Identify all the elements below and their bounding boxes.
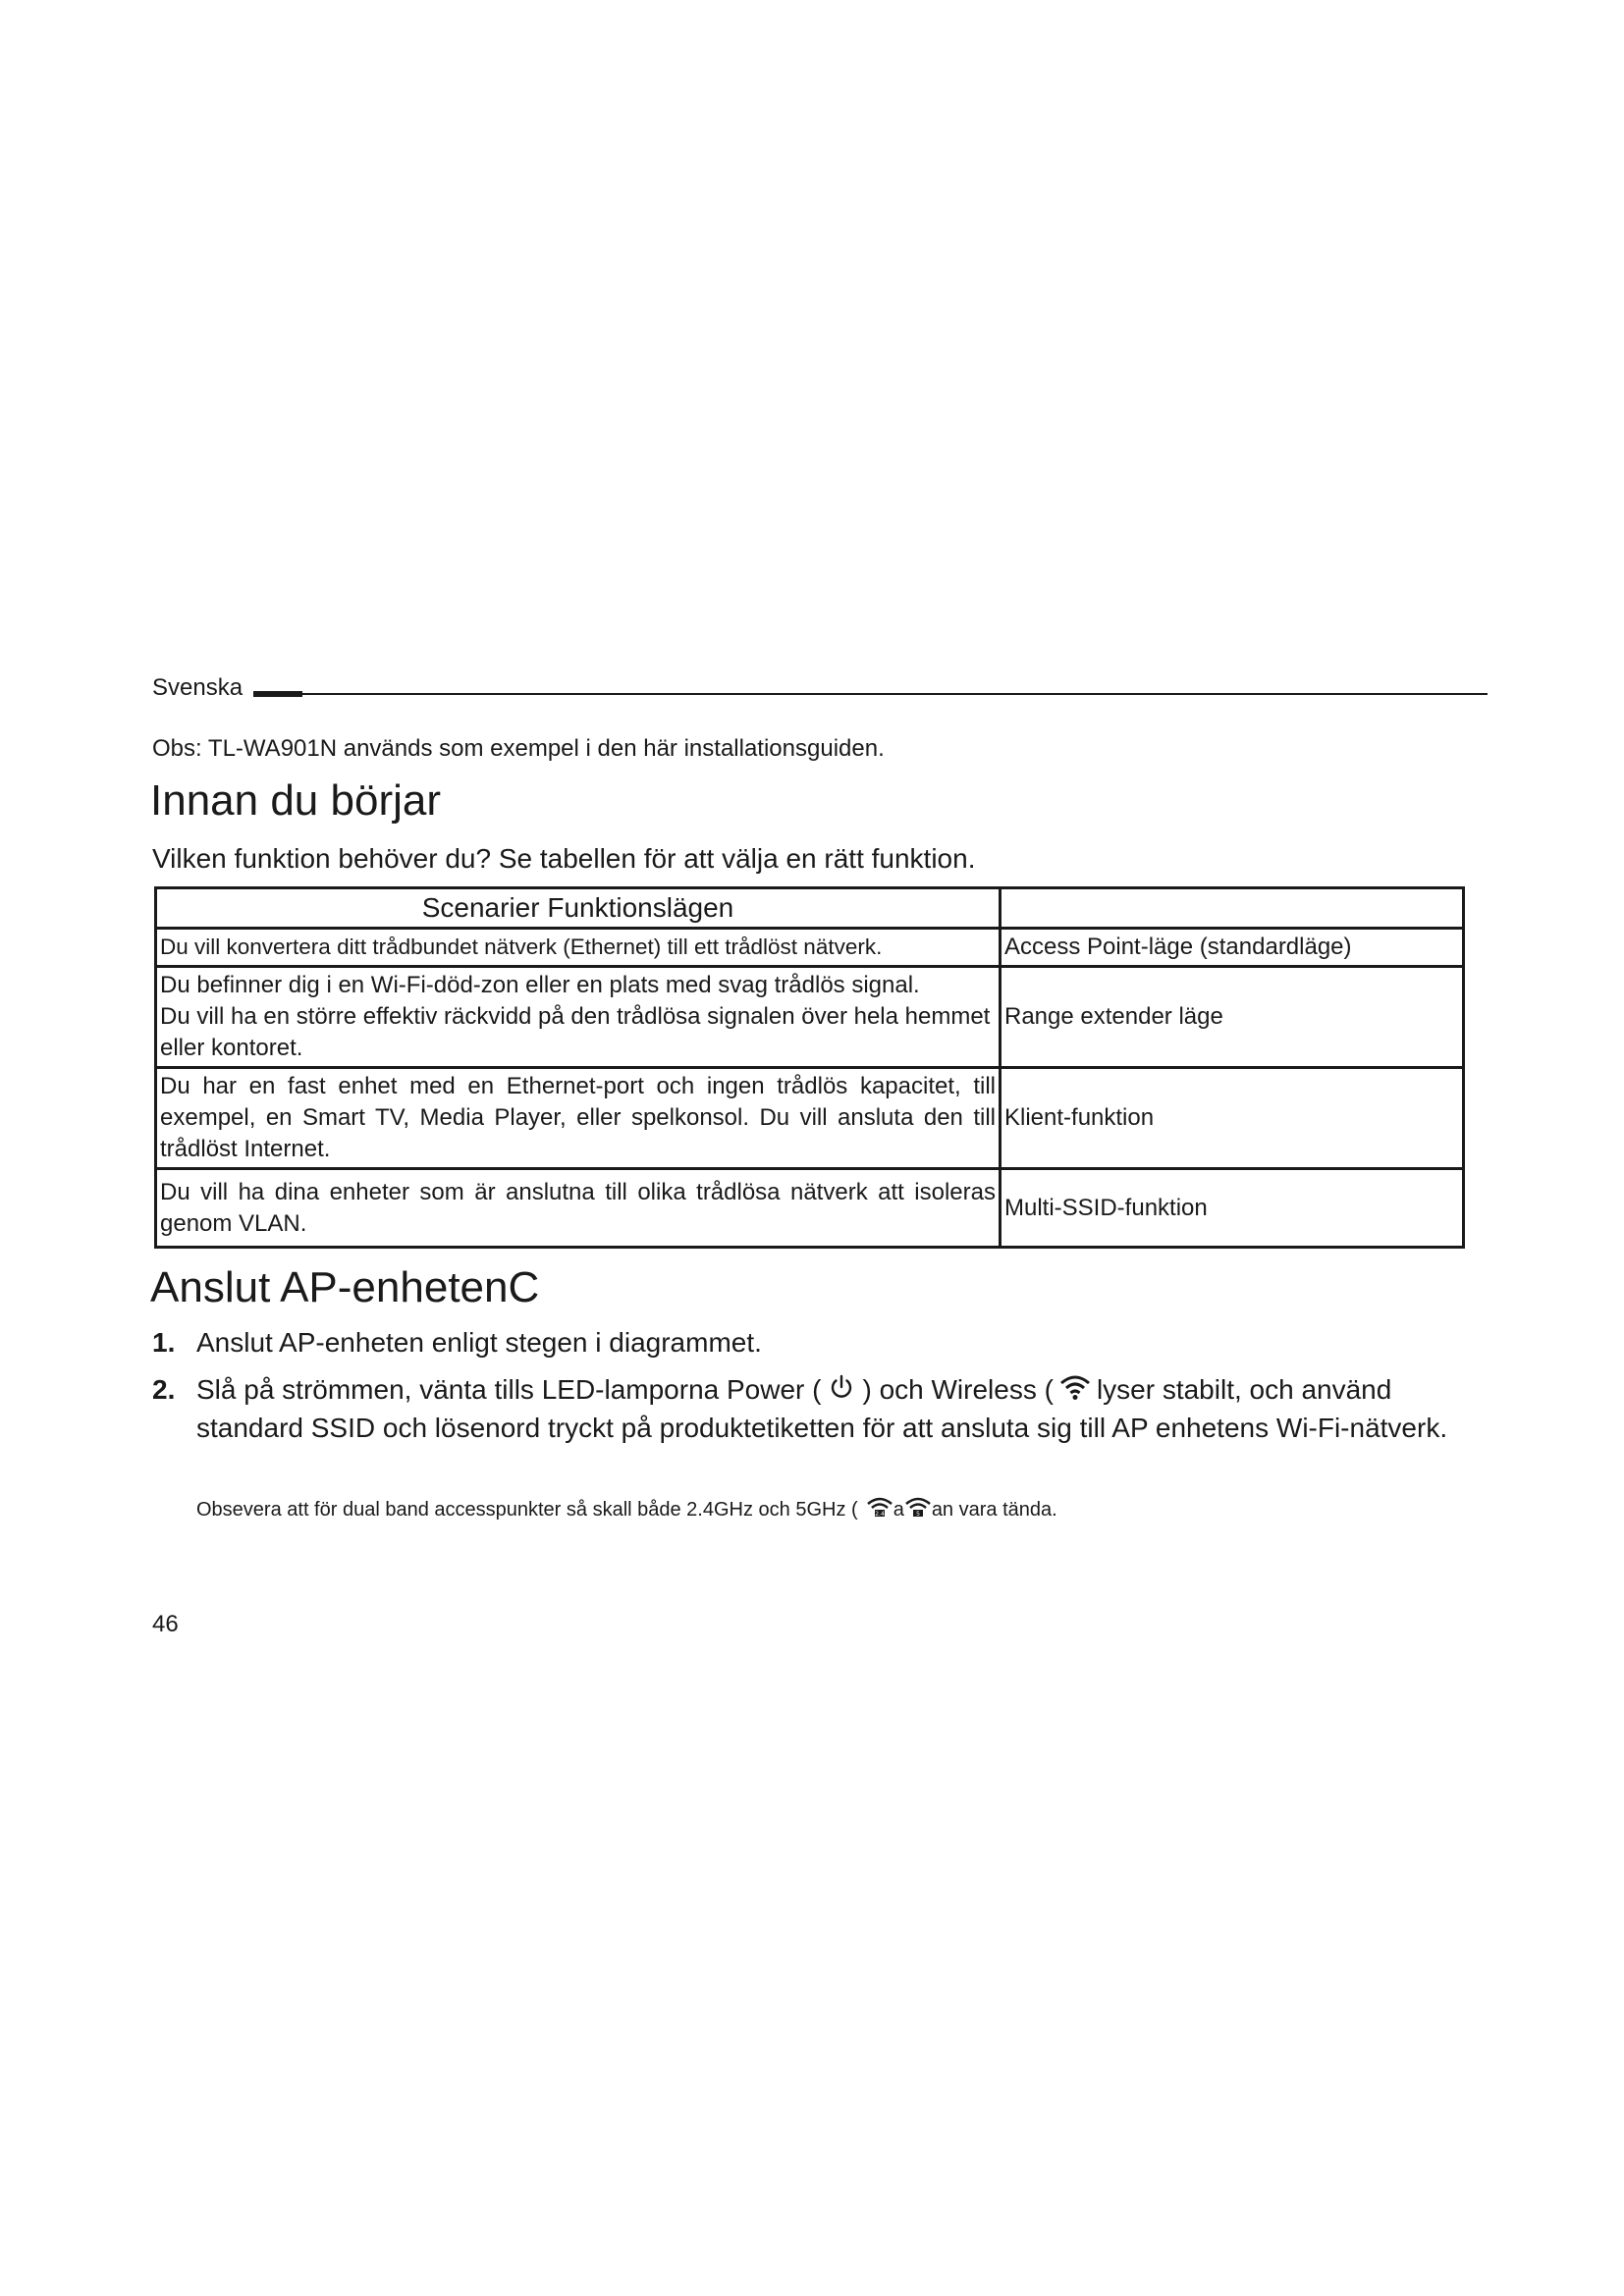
- step-text-part: Slå på strömmen, vänta tills LED-lamporna Power (: [196, 1374, 822, 1405]
- page-number: 46: [152, 1611, 179, 1637]
- dual-band-note: [196, 1495, 1057, 1525]
- page-header: [152, 673, 1488, 703]
- mode-cell: Access Point-läge (standardläge): [1001, 929, 1464, 967]
- svg-text:5: 5: [915, 1511, 920, 1518]
- list-item: [152, 1325, 1458, 1361]
- step-text-part: lyser stabilt, och använd standard SSID och lösenord tryckt på produktetiketten för att ansluta sig till AP enhetens Wi-Fi-nätverk.: [196, 1374, 1448, 1444]
- table-row: [156, 967, 1464, 1068]
- table-header-mode: [1001, 888, 1464, 929]
- function-table: [154, 886, 1465, 1249]
- table-row: [156, 1068, 1464, 1169]
- wifi-icon: [1059, 1373, 1091, 1410]
- scenario-text: Du befinner dig i en Wi-Fi-död-zon eller en plats med svag trådlös signal.: [160, 972, 920, 998]
- note-text-part: a: [893, 1498, 904, 1521]
- svg-text:2.4: 2.4: [874, 1511, 885, 1518]
- steps-list: [152, 1325, 1458, 1458]
- scenario-cell: [156, 1068, 1001, 1169]
- table-header-row: [156, 888, 1464, 929]
- power-icon: [827, 1372, 856, 1411]
- section-title-connect: Anslut AP-enhetenC: [150, 1263, 540, 1311]
- step-text: Anslut AP-enheten enligt stegen i diagrammet.: [196, 1327, 762, 1358]
- section-question: Vilken funktion behöver du? Se tabellen för att välja en rätt funktion.: [152, 843, 976, 874]
- header-rule-thick: [253, 691, 302, 697]
- scenario-text: Du vill konvertera ditt trådbundet nätverk (Ethernet) till ett trådlöst nätverk.: [160, 934, 883, 959]
- table-row: [156, 1169, 1464, 1248]
- step-text-part: ) och Wireless (: [862, 1374, 1054, 1405]
- mode-cell: Klient-funktion: [1001, 1068, 1464, 1169]
- intro-note: Obs: TL-WA901N används som exempel i den här installationsguiden.: [152, 735, 885, 762]
- section-title-before: Innan du börjar: [150, 776, 441, 825]
- list-item: [152, 1372, 1458, 1446]
- scenario-text: Du vill ha dina enheter som är anslutna till olika trådlösa nätverk att isoleras genom VLAN.: [160, 1178, 996, 1237]
- table-row: [156, 929, 1464, 967]
- mode-cell: Range extender läge: [1001, 967, 1464, 1068]
- header-rule: [302, 693, 1488, 695]
- table-header-scenario: Scenarier Funktionslägen: [156, 888, 1001, 929]
- step-number: 2.: [152, 1374, 176, 1405]
- scenario-text: Du har en fast enhet med en Ethernet-port och ingen trådlös kapacitet, till exempel, en Smart TV, Media Player, eller spelkonsol. Du vill ansluta den till trådlöst Internet.: [160, 1073, 996, 1162]
- mode-cell: Multi-SSID-funktion: [1001, 1169, 1464, 1248]
- scenario-cell: [156, 967, 1001, 1068]
- wifi-2g-icon: [866, 1495, 893, 1525]
- note-text-part: Obsevera att för dual band accesspunkter så skall både 2.4GHz och 5GHz (: [196, 1498, 858, 1521]
- scenario-cell: [156, 1169, 1001, 1248]
- language-label: Svenska: [152, 674, 244, 701]
- wifi-5g-icon: [904, 1495, 932, 1525]
- note-text-part: an vara tända.: [931, 1498, 1057, 1521]
- scenario-text: Du vill ha en större effektiv räckvidd på den trådlösa signalen över hela hemmet eller kontoret.: [160, 1003, 991, 1061]
- scenario-cell: [156, 929, 1001, 967]
- step-number: 1.: [152, 1327, 176, 1358]
